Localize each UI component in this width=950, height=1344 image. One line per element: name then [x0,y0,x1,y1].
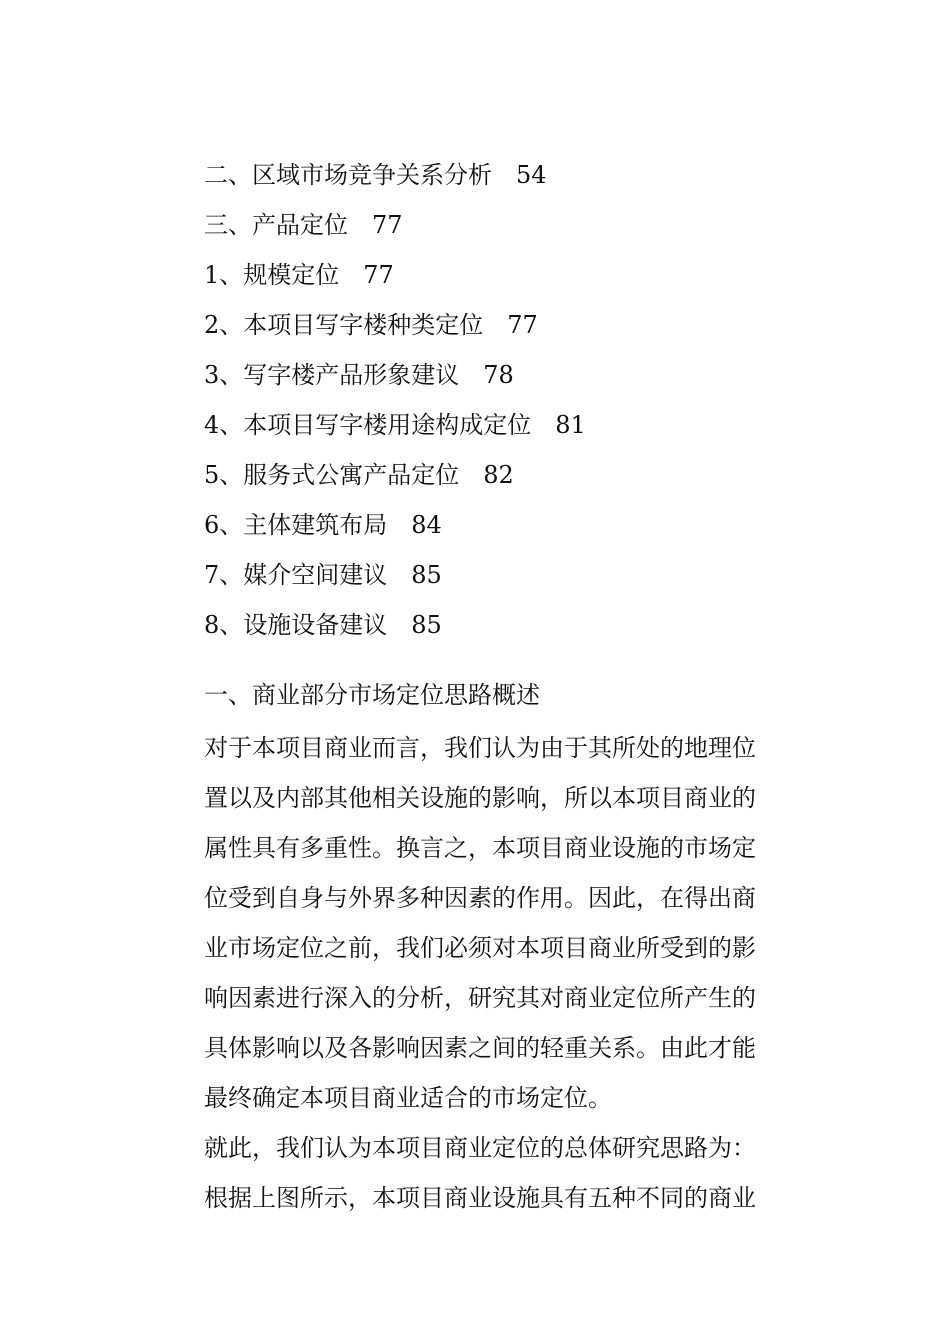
toc-entry-page: 84 [411,511,442,539]
toc-entry-label: 7、媒介空间建议 [204,561,388,589]
toc-entry-page: 54 [516,161,547,189]
paragraph-line: 最终确定本项目商业适合的市场定位。 [204,1084,612,1112]
toc-entry [204,155,824,205]
toc-entry-label: 二、区域市场竞争关系分析 [204,161,492,189]
toc-entry-page: 77 [372,211,403,239]
toc-entry [204,255,824,305]
toc-entry-label: 5、服务式公寓产品定位 [204,461,460,489]
toc-entry-label: 3、写字楼产品形象建议 [204,361,460,389]
toc-entry-page: 81 [555,411,586,439]
paragraph-figure-note [204,1173,794,1223]
toc-entry [204,505,824,555]
toc-entry [204,405,824,455]
toc-entry-label: 1、规模定位 [204,261,340,289]
paragraph-line: 具体影响以及各影响因素之间的轻重关系。由此才能 [204,1034,756,1062]
paragraph-line: 对于本项目商业而言，我们认为由于其所处的地理位 [204,734,756,762]
paragraph-line: 置以及内部其他相关设施的影响，所以本项目商业的 [204,784,756,812]
toc-entry [204,605,824,655]
toc-entry-page: 78 [483,361,514,389]
paragraph-approach [204,1123,794,1173]
section-commercial-positioning [204,675,804,1223]
toc-entry-page: 85 [411,561,442,589]
toc-entry [204,455,824,505]
paragraph-line: 位受到自身与外界多种因素的作用。因此，在得出商 [204,884,756,912]
paragraph-line: 根据上图所示，本项目商业设施具有五种不同的商业 [204,1184,756,1212]
toc-entry-page: 77 [363,261,394,289]
toc-entry-label: 2、本项目写字楼种类定位 [204,311,484,339]
toc-entry-label: 8、设施设备建议 [204,611,388,639]
toc-entry [204,355,824,405]
toc-entry [204,205,824,255]
toc-entry-page: 82 [483,461,514,489]
toc-entry-label: 6、主体建筑布局 [204,511,388,539]
paragraph-line: 响因素进行深入的分析，研究其对商业定位所产生的 [204,984,756,1012]
paragraph-line: 属性具有多重性。换言之，本项目商业设施的市场定 [204,834,756,862]
paragraph-intro [204,723,794,1123]
toc-entry [204,555,824,605]
table-of-contents [204,155,824,655]
section-heading: 一、商业部分市场定位思路概述 [204,681,540,709]
toc-entry [204,305,824,355]
toc-entry-page: 85 [411,611,442,639]
paragraph-line: 业市场定位之前，我们必须对本项目商业所受到的影 [204,934,756,962]
toc-entry-label: 4、本项目写字楼用途构成定位 [204,411,532,439]
paragraph-line: 就此，我们认为本项目商业定位的总体研究思路为： [204,1134,756,1162]
toc-entry-page: 77 [507,311,538,339]
toc-entry-label: 三、产品定位 [204,211,348,239]
